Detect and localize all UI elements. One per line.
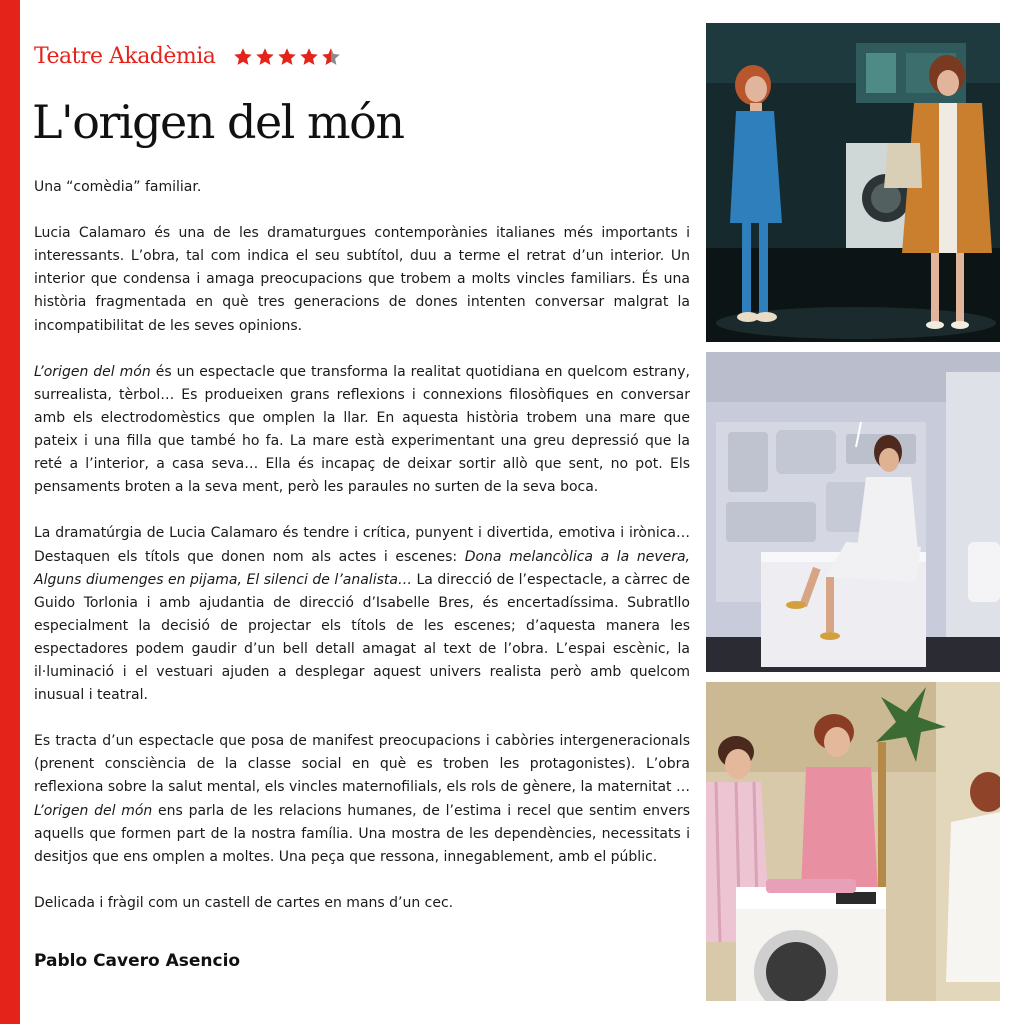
review-paragraph: Una “comèdia” familiar.: [34, 179, 202, 195]
review-paragraph: [34, 730, 690, 869]
paragraph-text: és un espectacle que transforma la realitat quotidiana en quelcom estrany, surrealista, tèrbol… Es produeixen grans reflexions i connexions filosòfiques en conversar amb els electrodomèstics que omplen la llar. En aquesta història trobem una mare que pateix i una filla que també ho fa. La mare està experimentant una greu depressió que la reté a l’interior, a casa seva… Ella és incapaç de deixar sortir allò que sent, no pot. Els pensaments broten a la seva ment, però les paraules no surten de la seva boca.: [34, 363, 690, 496]
page-title: L'origen del món: [32, 95, 404, 149]
star-rating: [233, 47, 343, 67]
star-icon: [255, 47, 275, 67]
play-title-ref: L’origen del món: [34, 363, 151, 380]
paragraph-text: La dramatúrgia de Lucia Calamaro és tendre i crítica, punyent i divertida, emotiva i irònica… Destaquen els títols que donen nom als actes i escenes:: [34, 525, 690, 565]
stage-photo-2: [706, 352, 1000, 672]
review-body: [34, 176, 690, 938]
scene-titles: Dona melancòlica a la nevera, Alguns diumenges en pijama, El silenci de l’analista…: [34, 548, 690, 588]
author-name: Pablo Cavero Asencio: [34, 951, 241, 971]
review-paragraph: [34, 522, 690, 707]
stage-photo-3: [706, 682, 1000, 1001]
venue-name: Teatre Akadèmia: [34, 44, 216, 69]
star-icon: [299, 47, 319, 67]
left-accent-bar: [0, 0, 20, 1024]
review-paragraph: Delicada i fràgil com un castell de cartes en mans d’un cec.: [34, 894, 454, 911]
star-icon: [277, 47, 297, 67]
header: [34, 44, 343, 69]
half-star-icon: [321, 47, 341, 67]
paragraph-text: La direcció de l’espectacle, a càrrec de Guido Torlonia i amb ajudantia de direcció d’Isabelle Bres, és encertadíssima. Subratllo especialment la decisió de projectar els títols de les escenes; d’aquesta manera les espectadores podem gaudir d’un bell detall amagat al text de l’obra. L’espai escènic, la il·luminació i el vestuari ajuden a desplegar aquest univers realista però amb quelcom inusual i teatral.: [34, 571, 690, 704]
play-title-ref: L’origen del món: [34, 802, 153, 819]
review-paragraph: [34, 361, 690, 500]
review-paragraph: Lucia Calamaro és una de les dramaturgues contemporànies italianes més importants i interessants. L’obra, tal com indica el seu subtítol, duu a terme el retrat d’un interior. Un interior que condensa i amaga preocupacions que trobem a molts vincles familiars. És una història fragmentada en què tres generacions de dones intenten conversar malgrat la incompatibilitat de les seves opinions.: [34, 225, 690, 334]
paragraph-text: Es tracta d’un espectacle que posa de manifest preocupacions i cabòries intergeneracionals (prenent consciència de la classe social en què es troben les protagonistes). L’obra reflexiona sobre la salut mental, els vincles maternofilials, els rols de gènere, la maternitat …: [34, 733, 690, 796]
star-icon: [233, 47, 253, 67]
stage-photo-1: [706, 23, 1000, 342]
paragraph-text: ens parla de les relacions humanes, de l’estima i recel que sentim envers aquells que formen part de la nostra família. Una mostra de les dependències, necessitats i desitjos que ens omplen a moltes. Una peça que ressona, innegablement, amb el públic.: [34, 802, 690, 865]
